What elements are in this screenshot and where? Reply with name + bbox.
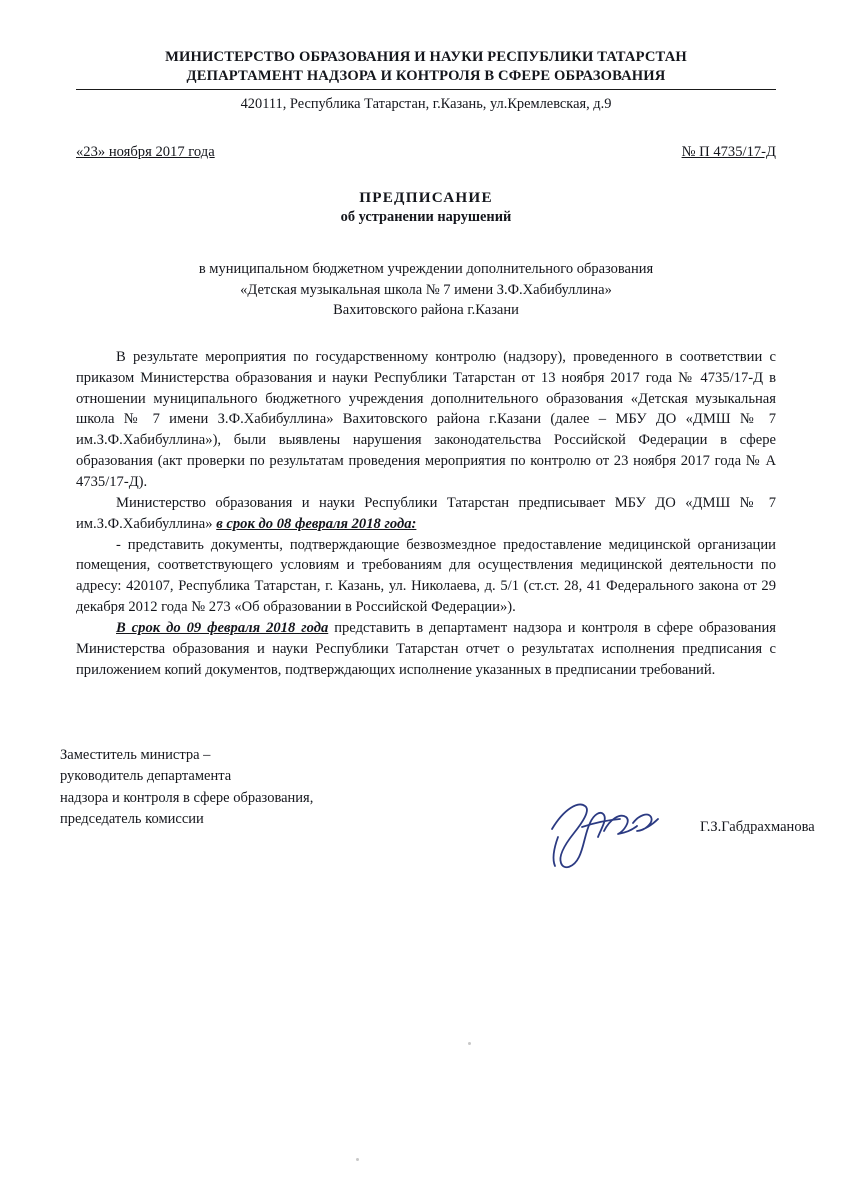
scan-artifact-dot	[468, 1042, 471, 1045]
document-body	[76, 347, 776, 681]
organization-line-1: в муниципальном бюджетном учреждении дополнительного образования	[198, 261, 654, 278]
body-paragraph-2-text: Министерство образования и науки Республики Татарстан предписывает МБУ ДО «ДМШ № 7 им.З.Ф.Хабибуллина»	[76, 494, 776, 532]
body-paragraph-4-text: представить в департамент надзора и контроля в сфере образования Министерства образования и науки Республики Татарстан отчет о результатах исполнения предписания с приложением копий документов, подтверждающих исполнение указанных в предписании требований.	[76, 619, 777, 678]
document-number: № П 4735/17-Д	[681, 144, 776, 161]
signer-position-line-2: руководитель департамента	[60, 768, 232, 785]
document-title: ПРЕДПИСАНИЕ	[359, 189, 493, 207]
document-date: «23» ноября 2017 года	[76, 144, 215, 161]
document-content	[76, 48, 776, 681]
organization-block	[76, 259, 776, 321]
signer-position-line-1: Заместитель министра –	[60, 747, 211, 763]
body-paragraph-2	[76, 493, 776, 535]
letterhead	[76, 48, 776, 114]
handwritten-signature-icon	[538, 793, 668, 883]
deadline-emphasis-1: в срок до 08 февраля 2018 года:	[216, 515, 417, 532]
ministry-address: 420111, Республика Татарстан, г.Казань, ул.Кремлевская, д.9	[240, 96, 612, 113]
signature-block	[60, 745, 815, 835]
header-divider	[76, 89, 776, 90]
body-paragraph-1: В результате мероприятия по государственному контролю (надзору), проведенного в соответствии с приказом Министерства образования и науки Республики Татарстан от 13 ноября 2017 года № 4735/17-Д в отношении муниципального бюджетного учреждения дополнительного образования «Детская музыкальная школа № 7 имени З.Ф.Хабибуллина» Вахитовского района г.Казани (далее – МБУ ДО «ДМШ № 7 им.З.Ф.Хабибуллина»), были выявлены нарушения законодательства Российской Федерации в сфере образования (акт проверки по результатам проведения мероприятия по контролю от 23 ноября 2017 года № А 4735/17-Д).	[76, 348, 776, 490]
organization-line-2: «Детская музыкальная школа № 7 имени З.Ф.Хабибуллина»	[240, 281, 612, 298]
signer-position-line-3: надзора и контроля в сфере образования,	[60, 789, 314, 806]
signer-position-line-4: председатель комиссии	[60, 810, 204, 827]
body-paragraph-4	[76, 618, 776, 681]
scan-artifact-dot	[356, 1158, 359, 1161]
signer-name: Г.З.Габдрахманова	[700, 819, 815, 835]
document-subtitle: об устранении нарушений	[340, 209, 512, 226]
ministry-name-line-2: ДЕПАРТАМЕНТ НАДЗОРА И КОНТРОЛЯ В СФЕРЕ ОБРАЗОВАНИЯ	[186, 67, 666, 84]
document-meta	[76, 144, 776, 161]
signer-position	[60, 745, 313, 830]
deadline-emphasis-2: В срок до 09 февраля 2018 года	[116, 619, 329, 636]
body-paragraph-3: - представить документы, подтверждающие безвозмездное предоставление медицинской организации помещения, соответствующего условиям и требованиям для осуществления медицинской деятельности по адресу: 420107, Республика Татарстан, г. Казань, ул. Николаева, д. 5/1 (ст.ст. 28, 41 Федерального закона от 29 декабря 2012 года № 273 «Об образовании в Российской Федерации»).	[76, 536, 776, 616]
ministry-name-line-1: МИНИСТЕРСТВО ОБРАЗОВАНИЯ И НАУКИ РЕСПУБЛИКИ ТАТАРСТАН	[165, 49, 687, 65]
organization-line-3: Вахитовского района г.Казани	[333, 302, 519, 319]
